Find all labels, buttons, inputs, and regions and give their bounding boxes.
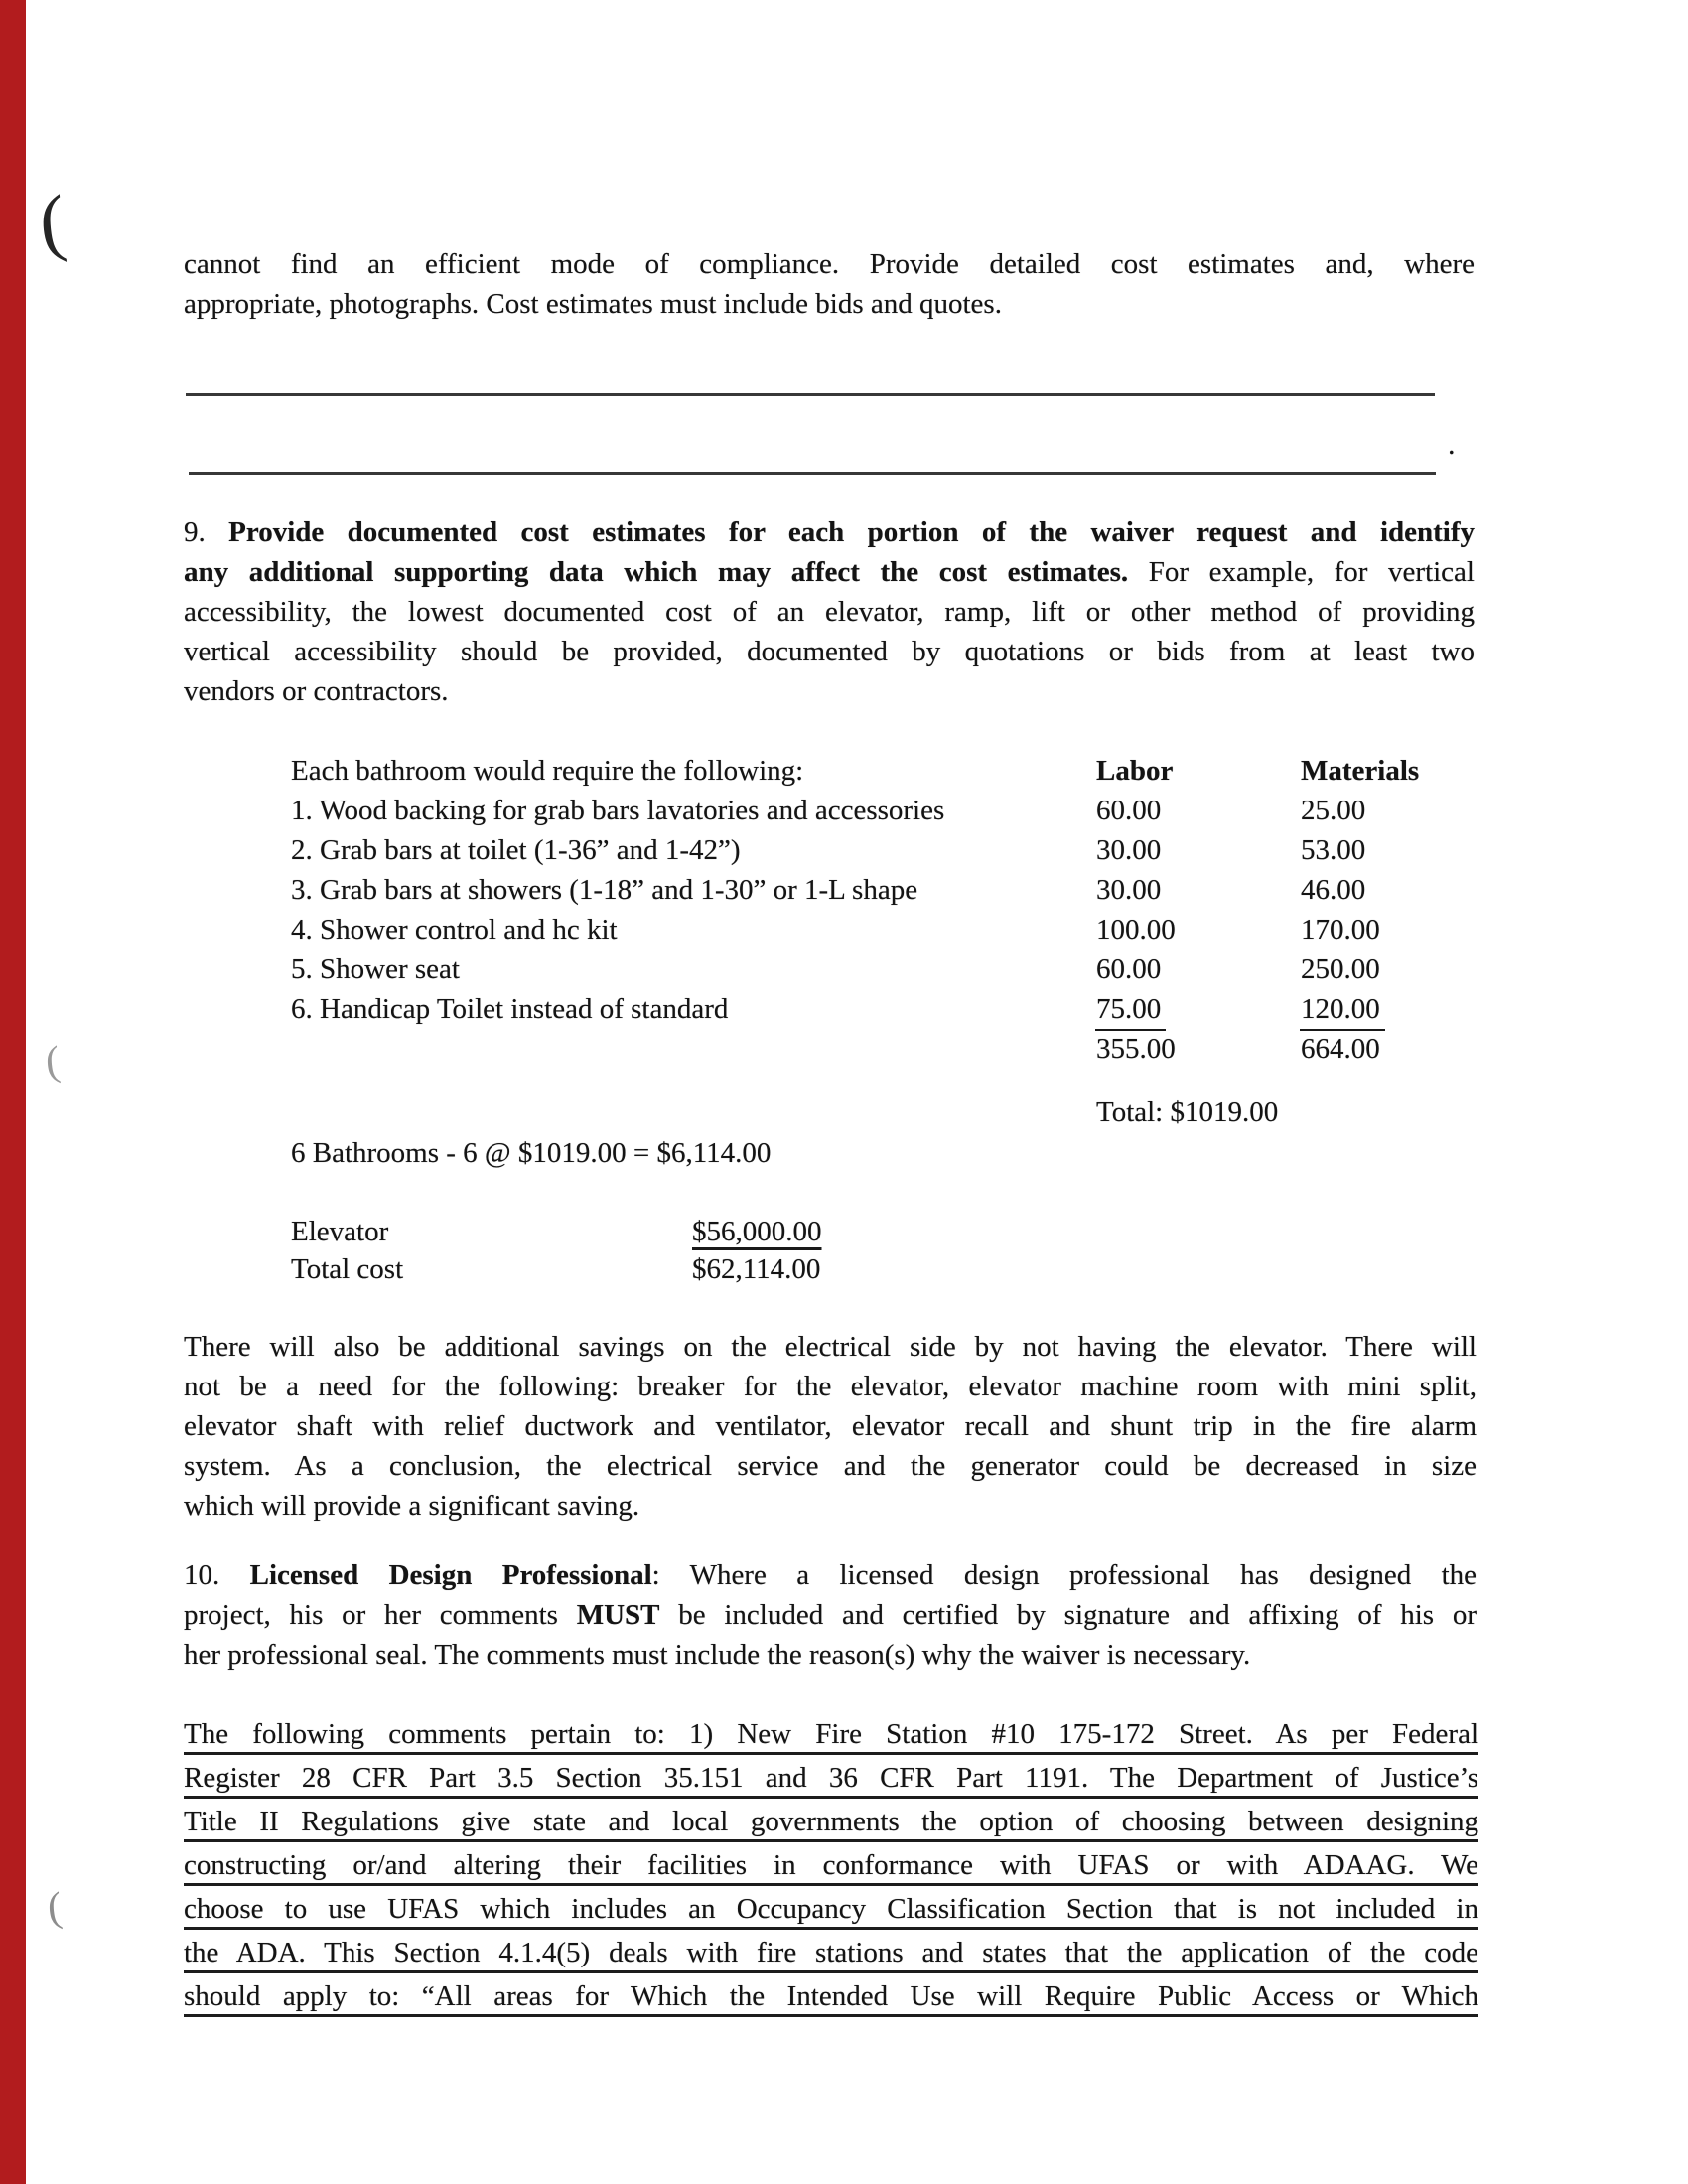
text-line: constructing or/and altering their facilities in conformance with UFAS or with ADAAG. We	[184, 1849, 1478, 1881]
materials-column-header: Materials	[1301, 755, 1420, 787]
text-line: her professional seal. The comments must include the reason(s) why the waiver is necessary.	[184, 1639, 1251, 1671]
cost-table-subtotal-row	[291, 1033, 1532, 1073]
table-row	[291, 874, 1532, 914]
text-line: 9. Provide documented cost estimates for each portion of the waiver request and identify	[184, 516, 1476, 548]
total-cost-value: $62,114.00	[692, 1253, 821, 1285]
left-edge-stripe	[0, 0, 26, 2184]
text-line: any additional supporting data which may affect the cost estimates. For example, for vertical	[184, 556, 1475, 588]
text-line: system. As a conclusion, the electrical service and the generator could be decreased in size	[184, 1450, 1477, 1482]
blank-fill-line-2	[189, 472, 1436, 475]
scan-artifact-paren-bottom: (	[45, 1884, 65, 1932]
intro-paragraph	[184, 244, 1475, 324]
scan-artifact-paren-top: (	[35, 179, 70, 266]
row-materials-value: 25.00	[1301, 795, 1366, 826]
row-materials-value: 250.00	[1301, 953, 1380, 985]
text-line: elevator shaft with relief ductwork and ventilator, elevator recall and shunt trip in the fire alarm	[184, 1410, 1477, 1442]
row-labor-value: 30.00	[1096, 874, 1162, 906]
row-item-label: 1. Wood backing for grab bars lavatories and accessories	[291, 795, 945, 826]
row-labor-value: 60.00	[1096, 953, 1162, 985]
text-line: not be a need for the following: breaker for the elevator, elevator machine room with mini split,	[184, 1371, 1477, 1402]
text-line: choose to use UFAS which includes an Occupancy Classification Section that is not included in	[184, 1893, 1478, 1925]
text-line: accessibility, the lowest documented cost of an elevator, ramp, lift or other method of providing	[184, 596, 1475, 628]
item9-paragraph	[184, 512, 1475, 711]
row-item-label: 5. Shower seat	[291, 953, 460, 985]
row-item-label: 4. Shower control and hc kit	[291, 914, 618, 946]
item10-paragraph	[184, 1555, 1477, 1674]
table-row	[291, 834, 1532, 874]
elevator-cost: $56,000.00	[692, 1216, 822, 1247]
cost-table-rows	[291, 795, 1532, 1033]
bathroom-total: Total: $1019.00	[1096, 1096, 1279, 1128]
text-line: vertical accessibility should be provided, documented by quotations or bids from at least two	[184, 636, 1475, 667]
text-line: which will provide a significant saving.	[184, 1490, 640, 1522]
row-materials-value: 120.00	[1300, 993, 1385, 1031]
blank-fill-line-1	[186, 393, 1435, 396]
cost-table	[291, 755, 1532, 1073]
table-row	[291, 993, 1532, 1033]
row-labor-value: 100.00	[1096, 914, 1176, 946]
cost-table-header-row	[291, 755, 1532, 795]
materials-subtotal: 664.00	[1301, 1033, 1380, 1065]
row-labor-value: 30.00	[1096, 834, 1162, 866]
electrical-savings-paragraph	[184, 1327, 1477, 1526]
row-materials-value: 53.00	[1301, 834, 1366, 866]
text-line: 10. Licensed Design Professional: Where a licensed design professional has designed the	[184, 1559, 1477, 1591]
text-line: project, his or her comments MUST be included and certified by signature and affixing of his or	[184, 1599, 1477, 1631]
text-line: The following comments pertain to: 1) New Fire Station #10 175-172 Street. As per Federal	[184, 1718, 1478, 1750]
table-row	[291, 953, 1532, 993]
trailing-period: .	[1448, 428, 1456, 461]
row-labor-value: 75.00	[1095, 993, 1166, 1031]
total-cost-label: Total cost	[291, 1253, 404, 1285]
six-bathrooms-line: 6 Bathrooms - 6 @ $1019.00 = $6,114.00	[291, 1137, 772, 1169]
table-intro-label: Each bathroom would require the following:	[291, 755, 804, 787]
text-line: vendors or contractors.	[184, 675, 449, 707]
text-line: the ADA. This Section 4.1.4(5) deals with fire stations and states that the application of the code	[184, 1937, 1478, 1968]
row-item-label: 6. Handicap Toilet instead of standard	[291, 993, 729, 1025]
row-materials-value: 46.00	[1301, 874, 1366, 906]
scan-artifact-paren-middle: (	[43, 1038, 63, 1086]
row-labor-value: 60.00	[1096, 795, 1162, 826]
row-item-label: 3. Grab bars at showers (1-18” and 1-30” or 1-L shape	[291, 874, 918, 906]
elevator-label: Elevator	[291, 1216, 389, 1247]
text-line: There will also be additional savings on the electrical side by not having the elevator. There will	[184, 1331, 1477, 1363]
row-item-label: 2. Grab bars at toilet (1-36” and 1-42”)	[291, 834, 741, 866]
underlined-comments-paragraph	[184, 1712, 1478, 2018]
table-row	[291, 795, 1532, 834]
table-row	[291, 914, 1532, 953]
labor-column-header: Labor	[1096, 755, 1174, 787]
text-line: appropriate, photographs. Cost estimates must include bids and quotes.	[184, 288, 1002, 320]
row-materials-value: 170.00	[1301, 914, 1380, 946]
text-line: should apply to: “All areas for Which the Intended Use will Require Public Access or Which	[184, 1980, 1478, 2012]
text-line: Register 28 CFR Part 3.5 Section 35.151 and 36 CFR Part 1191. The Department of Justice’s	[184, 1762, 1478, 1794]
labor-subtotal: 355.00	[1096, 1033, 1176, 1065]
text-line: Title II Regulations give state and local governments the option of choosing between designing	[184, 1806, 1478, 1837]
text-line: cannot find an efficient mode of compliance. Provide detailed cost estimates and, where	[184, 248, 1475, 280]
